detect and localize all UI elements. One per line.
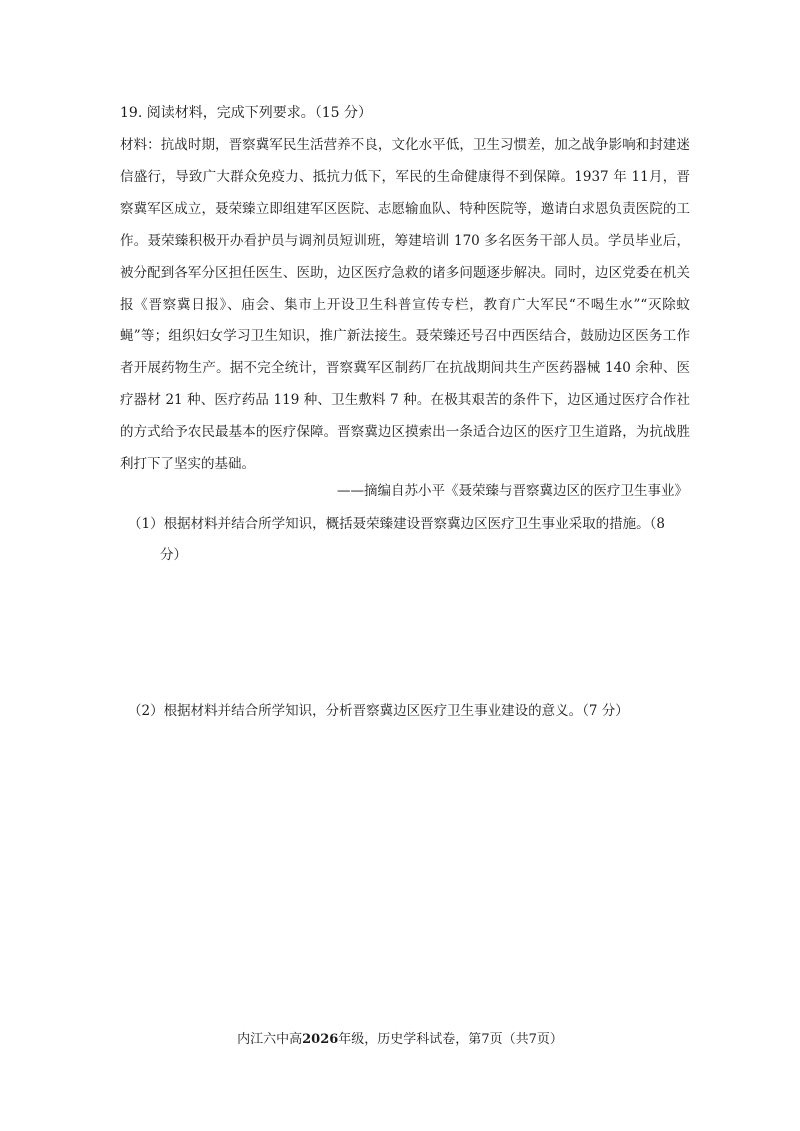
footer-school: 内江六中高 — [237, 1032, 303, 1047]
material-source: ——摘编自苏小平《聂荣臻与晋察冀边区的医疗卫生事业》 — [337, 483, 688, 499]
footer-total-prefix: 页（共 — [489, 1032, 529, 1047]
question-title: 19. 阅读材料，完成下列要求。（15 分） — [120, 105, 372, 121]
material-passage: 材料：抗战时期，晋察冀军民生活营养不良，文化水平低，卫生习惯差，加之战争影响和封建迷信盛行，导致广大群众免疫力、抵抗力低下，军民的生命健康得不到保障。1937 年 11月，晋察冀军区成立，聂荣臻立即组建军区医院、志愿输血队、特种医院等，邀请白求恩负责医院的工作。聂荣臻积极开办看护员与调剂员短训班，筹建培训 170 多名医务干部人员。学员毕业后，被分配到各军分区担任医生、医助，边区医疗急救的诸多问题逐步解决。同时，边区党委在机关报《晋察冀日报》、庙会、集市上开设卫生科普宣传专栏，教育广大军民“不喝生水”“灭除蚊蝇”等；组织妇女学习卫生知识，推广新法接生。聂荣臻还号召中西医结合，鼓励边区医务工作者开展药物生产。据不完全统计，晋察冀军区制药厂在抗战期间共生产医药器械 140 余种、医疗器材 21 种、医疗药品 119 种、卫生敷料 7 种。在极其艰苦的条件下，边区通过医疗合作社的方式给予农民最基本的医疗保障。晋察冀边区摸索出一条适合边区的医疗卫生道路，为抗战胜利打下了坚实的基础。 — [120, 137, 690, 473]
footer-total-suffix: 页） — [536, 1032, 563, 1047]
footer-page-number: 7 — [481, 1032, 490, 1047]
sub-question-1-line2: 分） — [160, 547, 187, 563]
sub-question-2: （2）根据材料并结合所学知识，分析晋察冀边区医疗卫生事业建设的意义。（7 分） — [128, 703, 629, 719]
footer-subject: 年级，历史学科试卷，第 — [338, 1032, 482, 1047]
sub-question-1 — [128, 509, 696, 571]
page-footer — [0, 1030, 800, 1050]
footer-total-pages: 7 — [528, 1032, 537, 1047]
footer-year: 2026 — [302, 1032, 339, 1047]
sub-question-1-line1: （1）根据材料并结合所学知识，概括聂荣臻建设晋察冀边区医疗卫生事业采取的措施。（8 — [128, 516, 665, 532]
